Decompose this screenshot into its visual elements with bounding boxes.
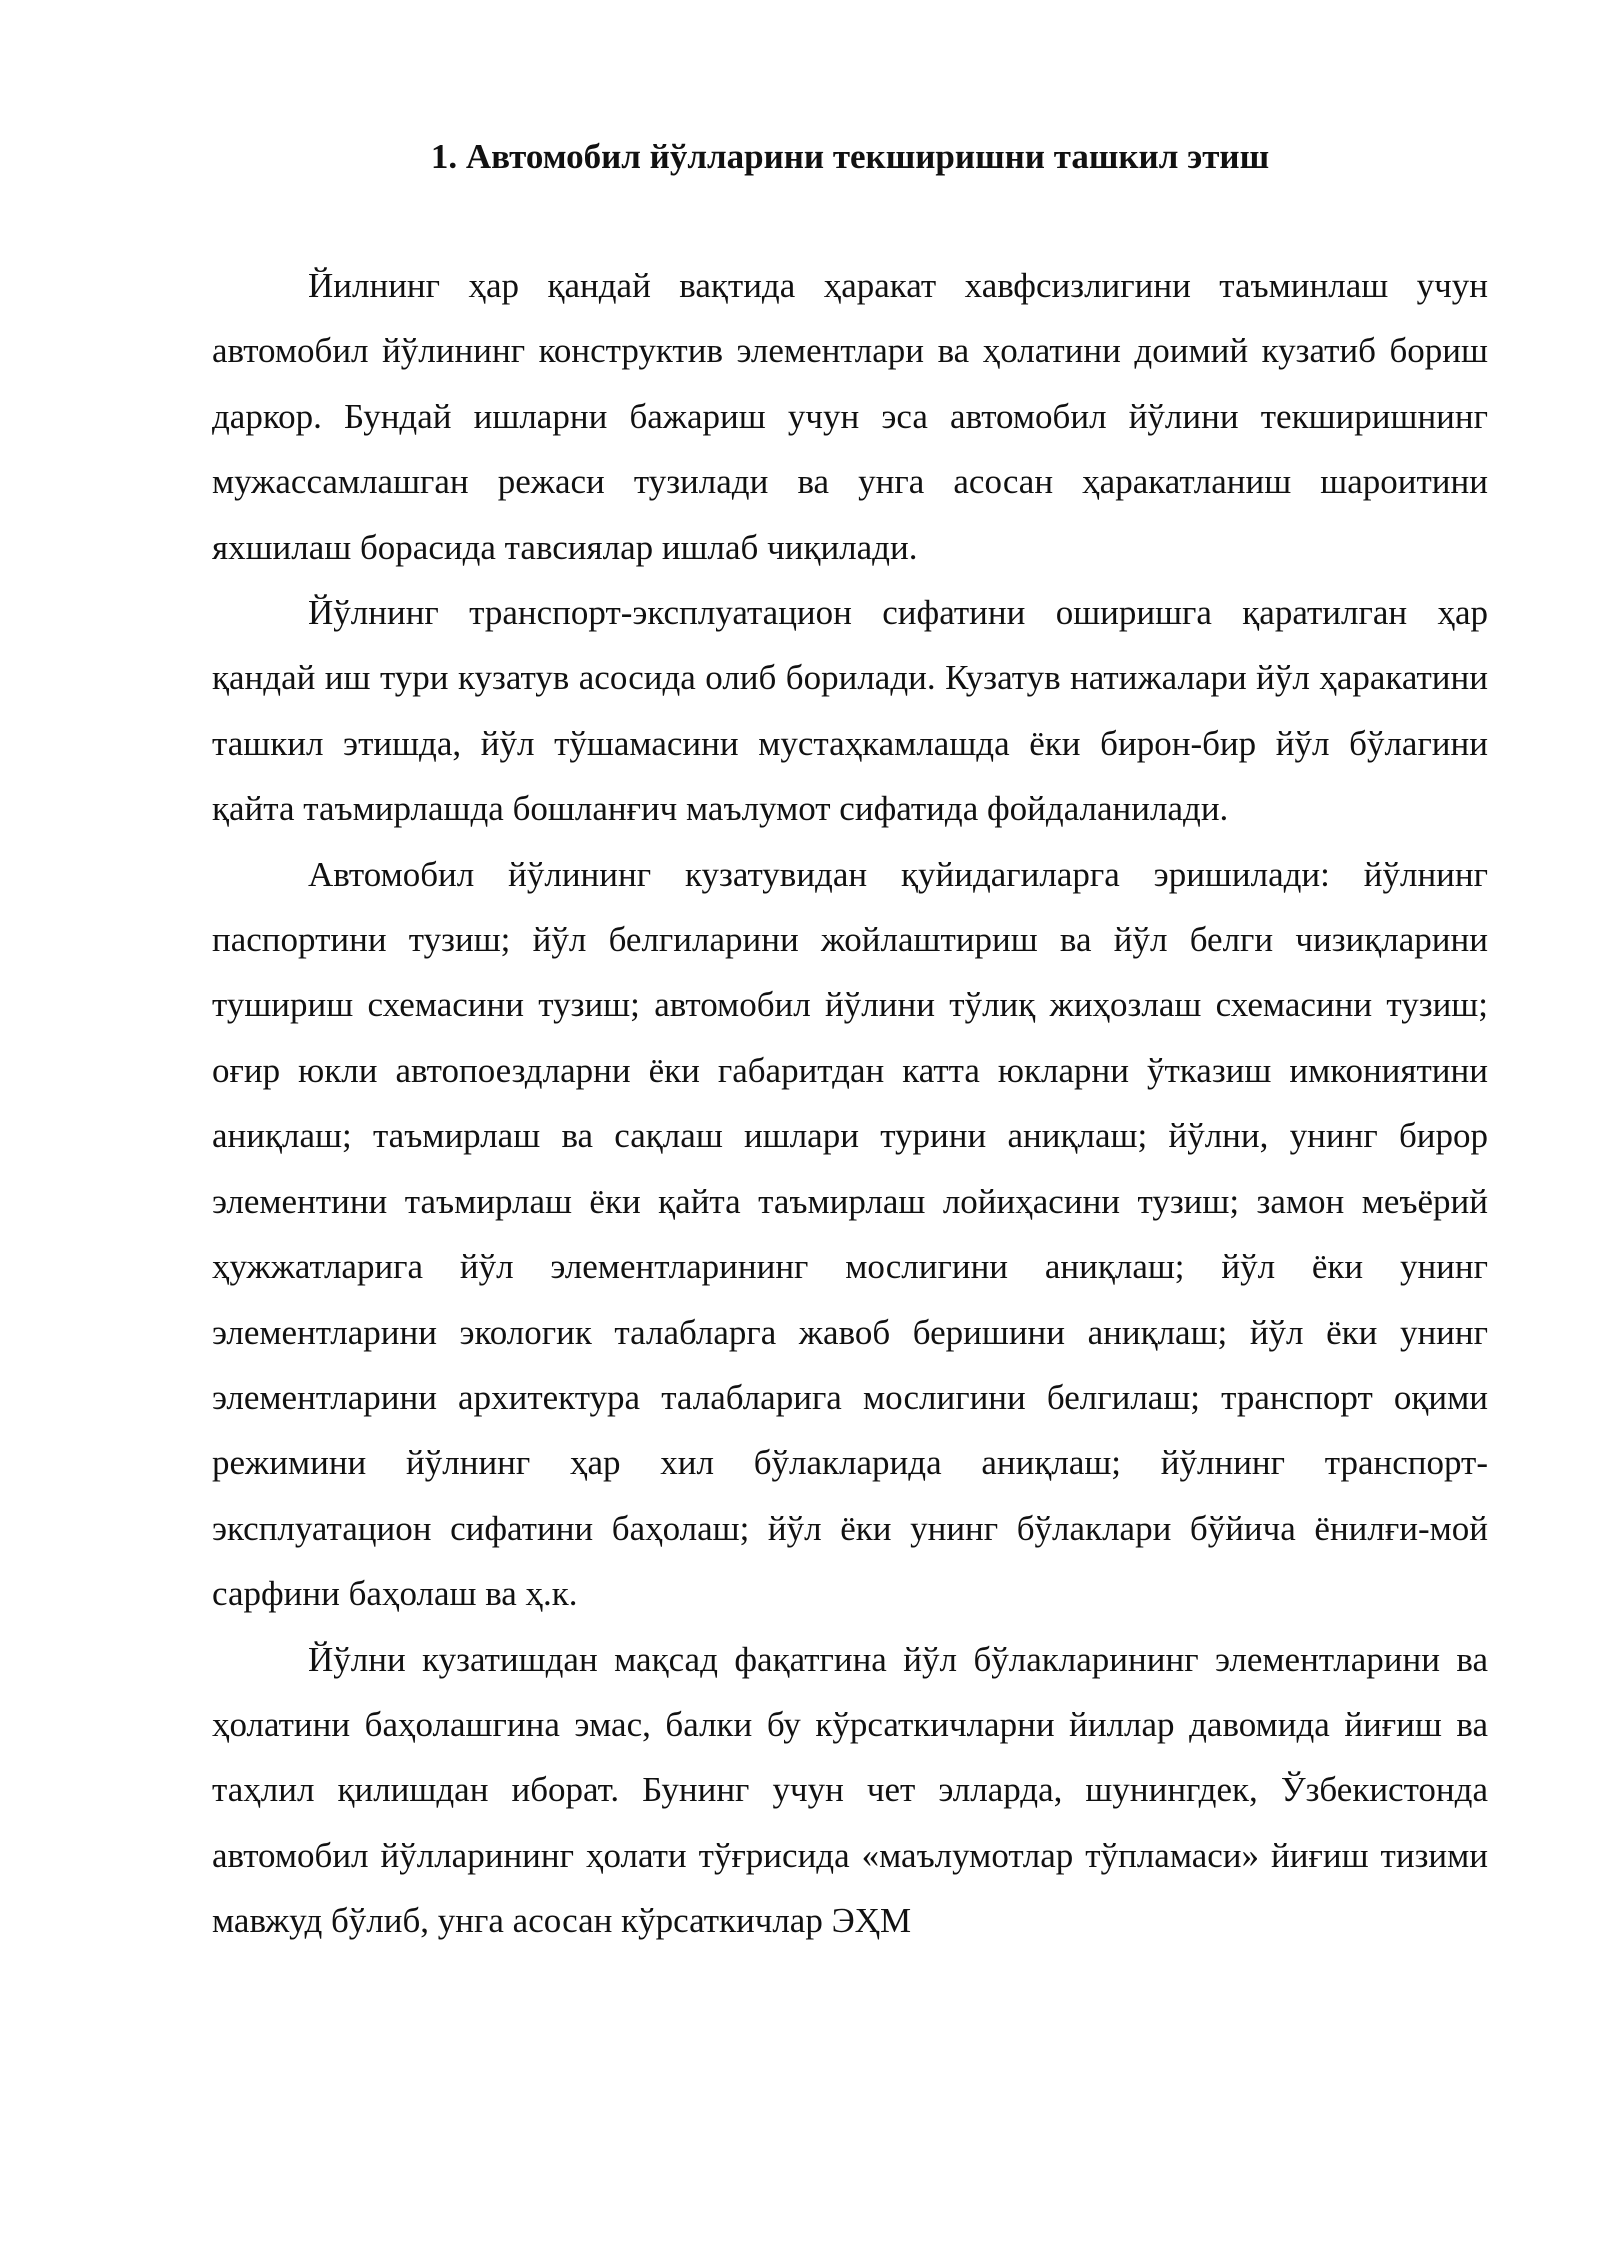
paragraph: Йўлни кузатишдан мақсад фақатгина йўл бўлакларининг элементларини ва ҳолатини баҳолашгина эмас, балки бу кўрсаткичларни йиллар давомида йиғиш ва таҳлил қилишдан иборат. Бунинг учун чет элларда, шунингдек, Ўзбекистонда автомобил йўлларининг ҳолати тўғрисида «маълумотлар тўпламаси» йиғиш тизими мавжуд бўлиб, унга асосан кўрсаткичлар ЭҲМ [212, 1639, 1488, 1941]
paragraph: Автомобил йўлининг кузатувидан қуйидагиларга эришилади: йўлнинг паспортини тузиш; йўл белгиларини жойлаштириш ва йўл белги чизиқларини тушириш схемасини тузиш; автомобил йўлини тўлиқ жиҳозлаш схемасини тузиш; оғир юкли автопоездларни ёки габаритдан катта юкларни ўтказиш имкониятини аниқлаш; таъмирлаш ва сақлаш ишлари турини аниқлаш; йўлни, унинг бирор элементини таъмирлаш ёки қайта таъмирлаш лойиҳасини тузиш; замон меъёрий ҳужжатларига йўл элементларининг мослигини аниқлаш; йўл ёки унинг элементларини экологик талабларга жавоб беришини аниқлаш; йўл ёки унинг элементларини архитектура талабларига мослигини белгилаш; транспорт оқими режимини йўлнинг ҳар хил бўлакларида аниқлаш; йўлнинг транспорт-эксплуатацион сифатини баҳолаш; йўл ёки унинг бўлаклари бўйича ёнилғи-мой сарфини баҳолаш ва ҳ.к. [212, 854, 1488, 1614]
document-title: 1. Автомобил йўлларини текширишни ташкил этиш [430, 137, 1270, 176]
document-body [212, 253, 1488, 1954]
paragraph: Йўлнинг транспорт-эксплуатацион сифатини оширишга қаратилган ҳар қандай иш тури кузатув асосида олиб борилади. Кузатув натижалари йўл ҳаракатини ташкил этишда, йўл тўшамасини мустаҳкамлашда ёки бирон-бир йўл бўлагини қайта таъмирлашда бошланғич маълумот сифатида фойдаланилади. [212, 593, 1488, 829]
paragraph: Йилнинг ҳар қандай вақтида ҳаракат хавфсизлигини таъминлаш учун автомобил йўлининг конструктив элементлари ва ҳолатини доимий кузатиб бориш даркор. Бундай ишларни бажариш учун эса автомобил йўлини текширишнинг мужассамлашган режаси тузилади ва унга асосан ҳаракатланиш шароитини яхшилаш борасида тавсиялар ишлаб чиқилади. [212, 266, 1488, 567]
